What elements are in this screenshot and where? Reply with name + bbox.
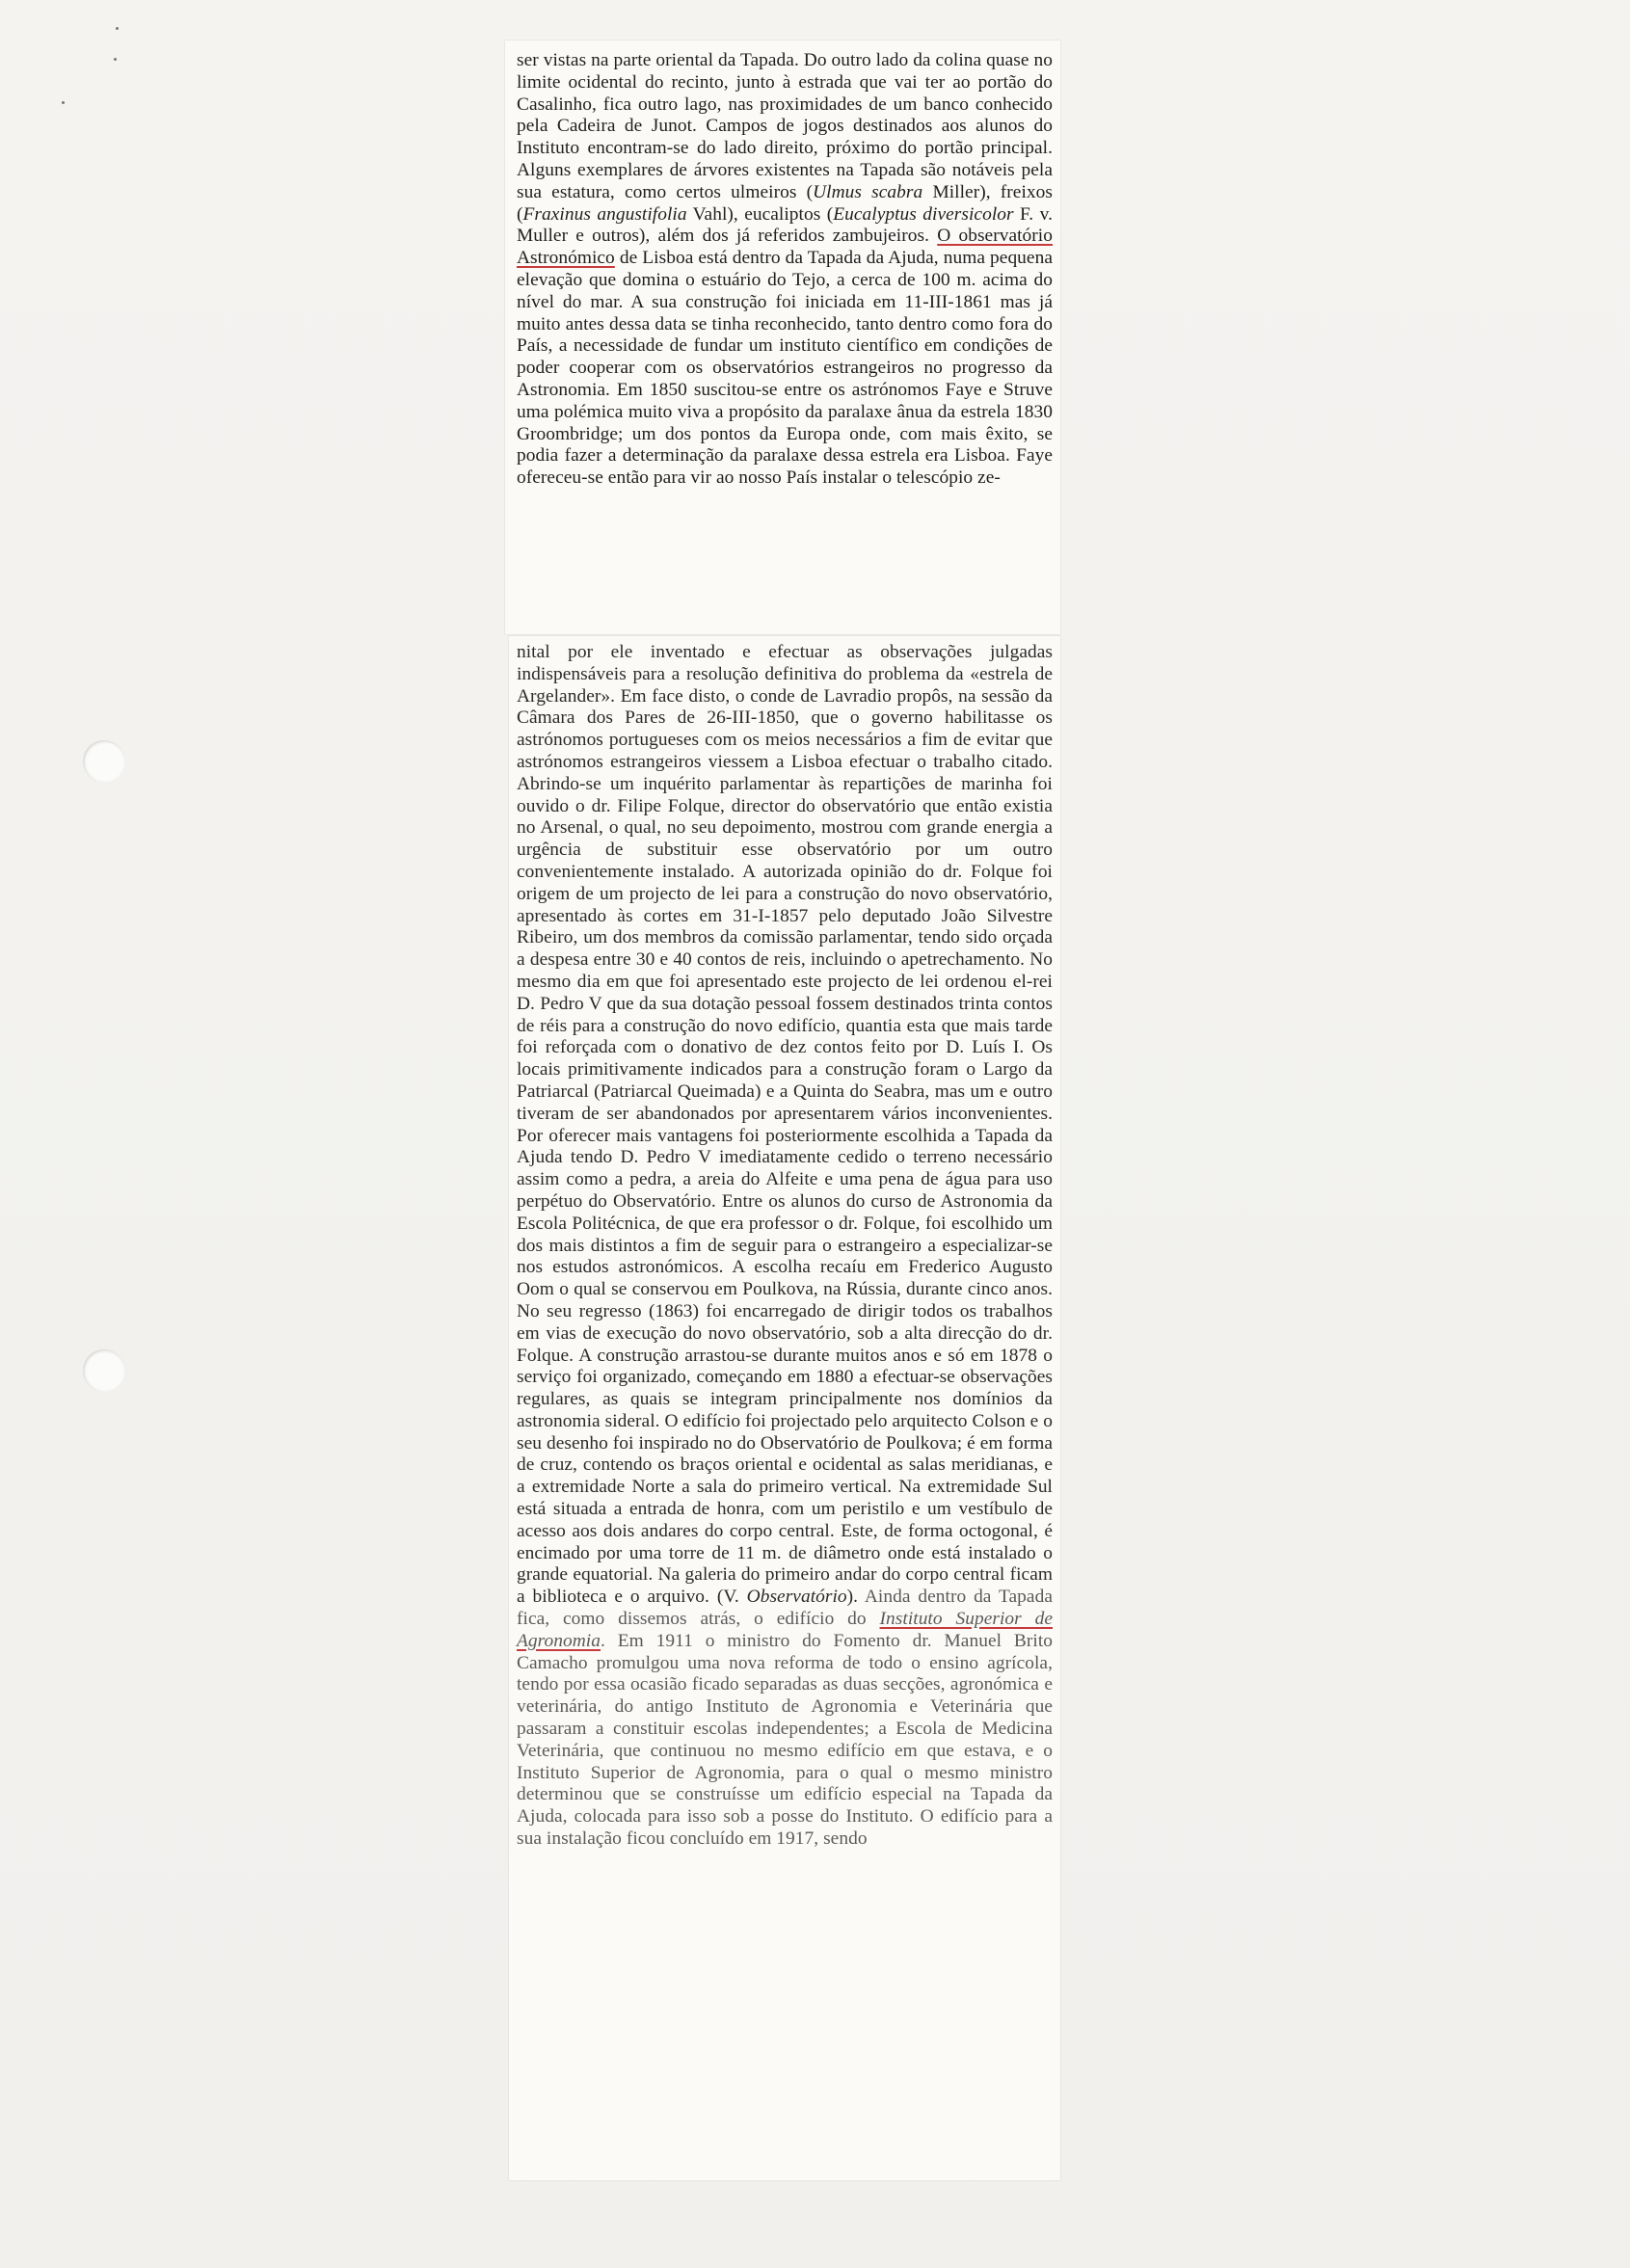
species-name-eucalyptus: Eucalyptus diversicolor	[833, 203, 1014, 225]
text-run: ser vistas na parte oriental da Tapada. Do outro lado da colina quase no limite ocidental do recinto, junto à estrada que vai ter ao portão do Casalinho, fica outro lago, nas proximidades de um banco conhecido pela Cadeira de Junot. Campos de jogos destinados aos alunos do Instituto encontram-se do lado direito, próximo do portão principal. Alguns exemplares de árvores existentes na Tapada são notáveis pela sua estatura, como certos ulmeiros (	[517, 50, 1053, 202]
text-run: Miller), freixos (	[517, 181, 1053, 225]
article-text-bottom	[517, 642, 1053, 1851]
underlined-observatorio: O observatório Astronómico	[517, 226, 1053, 269]
scan-speck	[116, 27, 119, 30]
text-run-faded: . Em 1911 o ministro do Fomento dr. Manuel Brito Camacho promulgou uma nova reforma de todo o ensino agrícola, tendo por essa ocasião ficado separadas as duas secções, agronómica e veterinária, do antigo Instituto de Agronomia e Veterinária que passaram a constituir escolas independentes; a Escola de Medicina Veterinária, que continuou no mesmo edifício em que estava, e o Instituto Superior de Agronomia, para o qual o mesmo ministro determinou que se construísse um edifício especial na Tapada da Ajuda, colocada para isso sob a posse do Instituto. O edifício para a sua instalação ficou concluído em 1917, sendo	[517, 1630, 1053, 1850]
underlined-instituto: Instituto Superior de Agronomia	[517, 1609, 1053, 1651]
scan-speck	[114, 58, 117, 61]
punch-hole-bottom	[83, 1349, 125, 1392]
text-run: F. v. Muller e outros), além dos já referidos zambujeiros.	[517, 203, 1053, 247]
species-name-ulmus: Ulmus scabra	[813, 181, 923, 202]
text-run: ).	[846, 1587, 865, 1608]
species-name-fraxinus: Fraxinus angustifolia	[522, 203, 687, 225]
text-run: nital por ele inventado e efectuar as observações julgadas indispensáveis para a resolução definitiva do problema da «estrela de Argelander». Em face disto, o conde de Lavradio propôs, na sessão da Câmara dos Pares de 26-III-1850, que o governo habilitasse os astrónomos portugueses com os meios necessários a fim de evitar que astrónomos estrangeiros viessem a Lisboa efectuar o trabalho citado. Abrindo-se um inquérito parlamentar às repartições de marinha foi ouvido o dr. Filipe Folque, director do observatório que então existia no Arsenal, o qual, no seu depoimento, mostrou com grande energia a urgência de substituir esse observatório por um outro convenientemente instalado. A autorizada opinião do dr. Folque foi origem de um projecto de lei para a construção do novo observatório, apresentado às cortes em 31-I-1857 pelo deputado João Silvestre Ribeiro, um dos membros da comissão parlamentar, tendo sido orçada a despesa entre 30 e 40 contos de reis, incluindo o apetrechamento. No mesmo dia em que foi apresentado este projecto de lei ordenou el-rei D. Pedro V que da sua dotação pessoal fossem destinados trinta contos de réis para a construção do novo edifício, quantia esta que mais tarde foi reforçada com o donativo de dez contos feito por D. Luís I. Os locais primitivamente indicados para a construção foram o Largo da Patriarcal (Patriarcal Queimada) e a Quinta do Seabra, mas um e outro tiveram de ser abandonados por apresentarem vários inconvenientes. Por oferecer mais vantagens foi posteriormente escolhida a Tapada da Ajuda tendo D. Pedro V imediatamente cedido o terreno necessário assim como a pedra, a areia do Alfeite e uma pena de água para uso perpétuo do Observatório. Entre os alunos do curso de Astronomia da Escola Politécnica, de que era professor o dr. Folque, foi escolhido um dos mais distintos a fim de seguir para o estrangeiro a especializar-se nos estudos astronómicos. A escolha recaíu em Frederico Augusto Oom o qual se conservou em Poulkova, na Rússia, durante cinco anos. No seu regresso (1863) foi encarregado de dirigir todos os trabalhos em vias de execução do novo observatório, sob a alta direcção do dr. Folque. A construção arrastou-se durante muitos anos e só em 1878 o serviço foi organizado, começando em 1880 a efectuar-se observações regulares, as quais se integram principalmente nos domínios da astronomia sideral. O edifício foi projectado pelo arquitecto Colson e o seu desenho foi inspirado no do Observatório de Poulkova; é em forma de cruz, contendo os braços oriental e ocidental as salas meridianas, e a extremidade Norte a sala do primeiro vertical. Na extremidade Sul está situada a entrada de honra, com um peristilo e um vestíbulo de acesso aos dois andares do corpo central. Este, de forma octogonal, é encimado por uma torre de 11 m. de diâmetro onde está instalado o grande equatorial. Na galeria do primeiro andar do corpo central ficam a biblioteca e o arquivo. (V.	[517, 642, 1053, 1608]
punch-hole-top	[83, 740, 125, 783]
text-run-faded: Ainda dentro da Tapada fica, como dissemos atrás, o edifício do	[517, 1587, 1053, 1630]
text-run: de Lisboa está dentro da Tapada da Ajuda, numa pequena elevação que domina o estuário do Tejo, a cerca de 100 m. acima do nível do mar. A sua construção foi iniciada em 11-III-1861 mas já muito antes dessa data se tinha reconhecido, tanto dentro como fora do País, a necessidade de fundar um instituto científico em condições de poder cooperar com os observatórios estrangeiros no progresso da Astronomia. Em 1850 suscitou-se entre os astrónomos Faye e Struve uma polémica muito viva a propósito da paralaxe ânua da estrela 1830 Groombridge; um dos pontos da Europa onde, com mais êxito, se podia fazer a determinação da paralaxe dessa estrela era Lisboa. Faye ofereceu-se então para vir ao nosso País instalar o telescópio ze-	[517, 248, 1053, 489]
cross-reference-observatorio: Observatório	[746, 1587, 847, 1608]
text-run: Vahl), eucaliptos (	[686, 203, 834, 225]
scan-speck	[62, 101, 65, 104]
article-text-top	[517, 50, 1053, 490]
